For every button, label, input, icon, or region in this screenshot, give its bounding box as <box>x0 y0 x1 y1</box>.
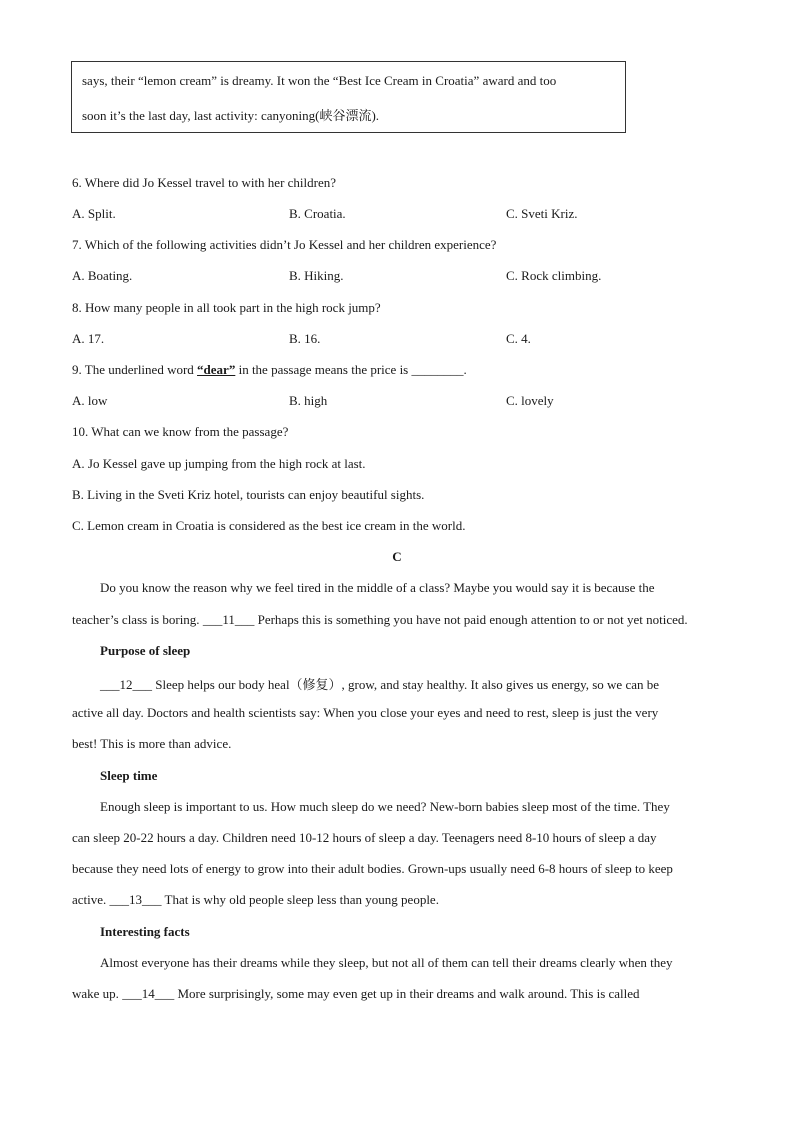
question-9 <box>72 362 467 378</box>
blank-12: ___12___ <box>100 677 152 692</box>
option-a: A. Boating. <box>72 268 133 283</box>
paragraph-line <box>100 674 659 693</box>
option-c: C. Sveti Kriz. <box>506 206 578 221</box>
option-c: C. lovely <box>506 393 554 408</box>
paragraph-line: Enough sleep is important to us. How much sleep do we need? New-born babies sleep most of the time. They <box>100 799 670 814</box>
paragraph-text: teacher’s class is boring. <box>72 612 203 627</box>
question-9-text: 9. The underlined word <box>72 362 198 377</box>
option-c: C. Rock climbing. <box>506 268 602 283</box>
paragraph-text: Sleep helps our body heal（修复）, grow, and stay healthy. It also gives us energy, so we can be <box>152 677 660 692</box>
paragraph-line: active all day. Doctors and health scientists say: When you close your eyes and need to rest, sleep is just the very <box>72 705 659 720</box>
paragraph-text: wake up. <box>72 986 123 1001</box>
question-7: 7. Which of the following activities didn’t Jo Kessel and her children experience? <box>72 237 497 252</box>
paragraph-text: active. <box>72 892 110 907</box>
paragraph-line: best! This is more than advice. <box>72 736 232 751</box>
box-line: soon it’s the last day, last activity: canyoning(峡谷漂流). <box>82 108 380 123</box>
passage-excerpt-box <box>71 61 626 133</box>
option-c: C. 4. <box>506 331 531 346</box>
option-b: B. high <box>289 393 328 408</box>
option-b: B. 16. <box>289 331 321 346</box>
paragraph-line: can sleep 20-22 hours a day. Children need 10-12 hours of sleep a day. Teenagers need 8-10 hours of sleep a day <box>72 830 657 845</box>
subheading-sleep-time: Sleep time <box>100 768 158 783</box>
paragraph-text: That is why old people sleep less than young people. <box>161 892 439 907</box>
paragraph-line <box>72 986 640 1002</box>
option-b: B. Hiking. <box>289 268 344 283</box>
paragraph-line <box>72 612 688 628</box>
paragraph-line: because they need lots of energy to grow into their adult bodies. Grown-ups usually need 6-8 hours of sleep to keep <box>72 861 673 876</box>
paragraph-text: Perhaps this is something you have not paid enough attention to or not yet noticed. <box>254 612 688 627</box>
question-10: 10. What can we know from the passage? <box>72 424 289 439</box>
option-a: A. Jo Kessel gave up jumping from the high rock at last. <box>72 456 366 471</box>
blank-13: ___13___ <box>109 892 162 907</box>
section-heading: C <box>392 549 402 564</box>
option-b: B. Living in the Sveti Kriz hotel, tourists can enjoy beautiful sights. <box>72 487 425 502</box>
blank-11: ___11___ <box>202 612 255 627</box>
question-8: 8. How many people in all took part in the high rock jump? <box>72 300 381 315</box>
paragraph-line: Do you know the reason why we feel tired in the middle of a class? Maybe you would say it is because the <box>100 580 655 595</box>
subheading-purpose-of-sleep: Purpose of sleep <box>100 643 191 658</box>
underlined-word: “dear” <box>197 362 236 377</box>
option-a: A. low <box>72 393 108 408</box>
question-9-text: in the passage means the price is ________. <box>235 362 467 377</box>
blank-14: ___14___ <box>122 986 175 1001</box>
paragraph-text: More surprisingly, some may even get up in their dreams and walk around. This is called <box>174 986 640 1001</box>
question-6: 6. Where did Jo Kessel travel to with her children? <box>72 175 337 190</box>
option-b: B. Croatia. <box>289 206 346 221</box>
option-c: C. Lemon cream in Croatia is considered as the best ice cream in the world. <box>72 518 466 533</box>
paragraph-line <box>72 892 439 908</box>
option-a: A. Split. <box>72 206 116 221</box>
paragraph-line: Almost everyone has their dreams while they sleep, but not all of them can tell their dreams clearly when they <box>100 955 673 970</box>
option-a: A. 17. <box>72 331 105 346</box>
subheading-interesting-facts: Interesting facts <box>100 924 190 939</box>
box-line: says, their “lemon cream” is dreamy. It won the “Best Ice Cream in Croatia” award and too <box>82 73 557 88</box>
